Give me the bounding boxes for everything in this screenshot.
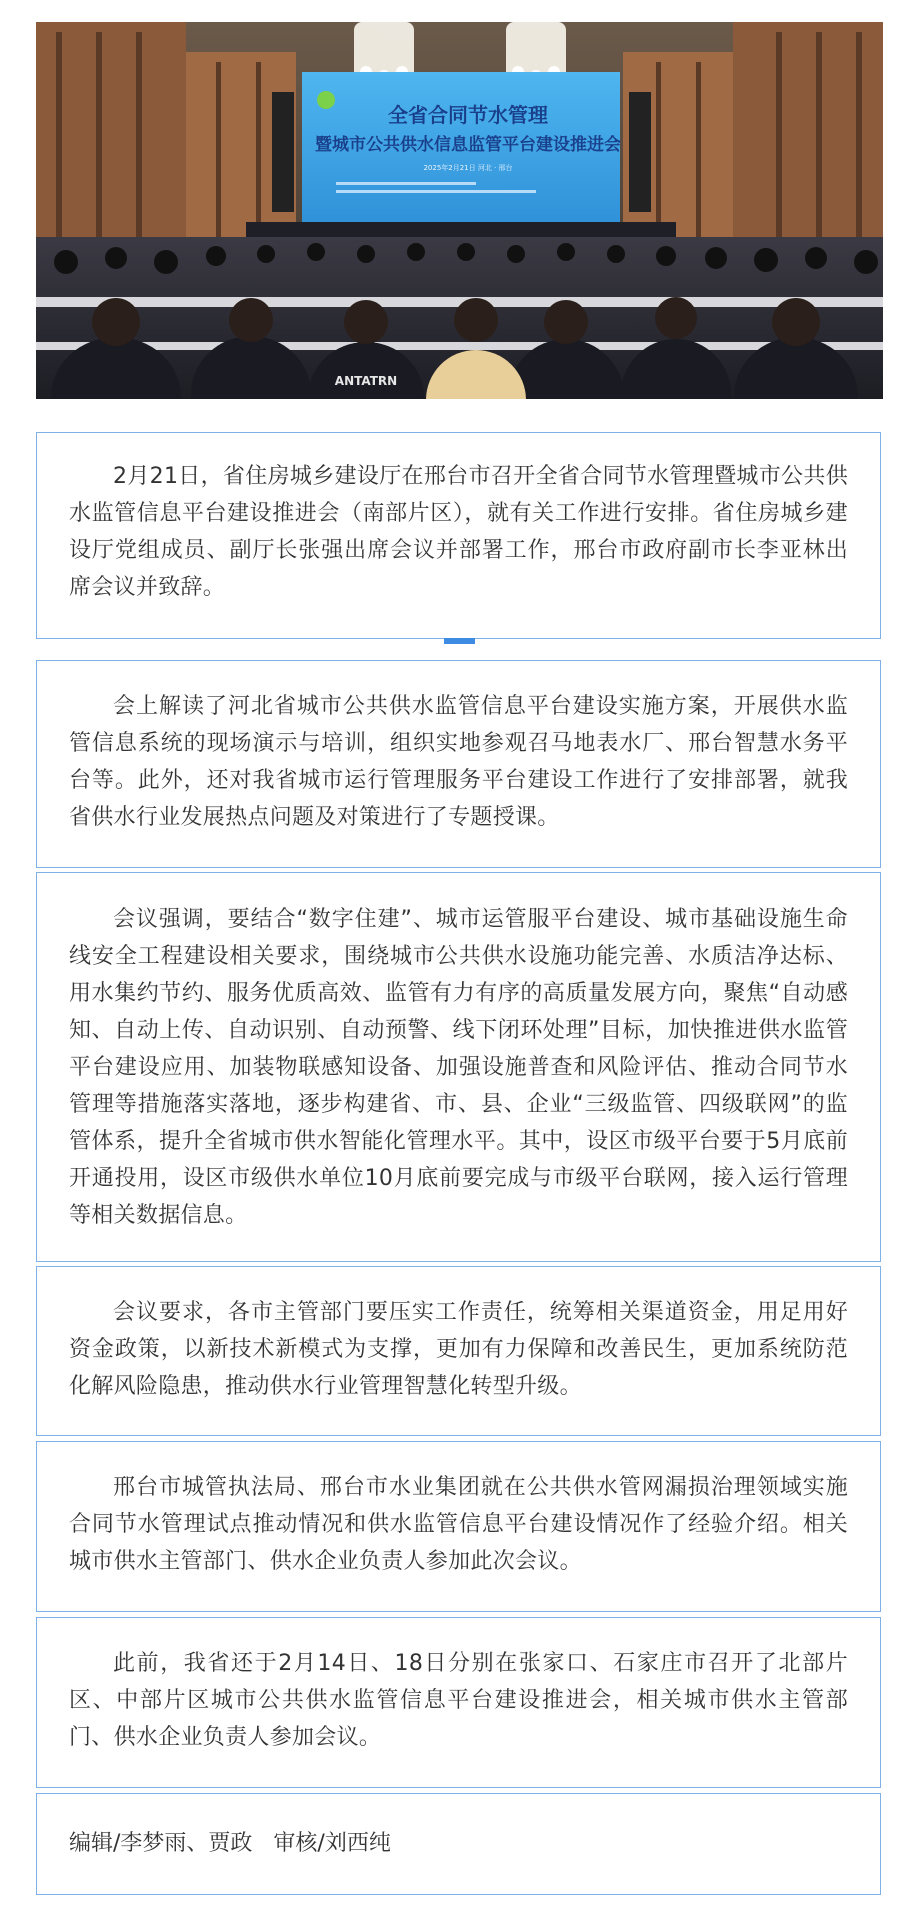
paragraph-2: 会上解读了河北省城市公共供水监管信息平台建设实施方案，开展供水监管信息系统的现场演示与培训，组织实地参观召马地表水厂、邢台智慧水务平台等。此外，还对我省城市运行管理服务平台建设工作进行了安排部署，就我省供水行业发展热点问题及对策进行了专题授课。: [69, 694, 848, 830]
screen-title-2: 暨城市公共供水信息监管平台建设推进会: [315, 135, 621, 155]
credits-box: [36, 1793, 881, 1895]
credits-line: [69, 1825, 848, 1862]
paragraph-box-1: [36, 432, 881, 639]
paragraph-box-6: [36, 1617, 881, 1788]
paragraph-box-4: [36, 1266, 881, 1436]
paragraph-5: 邢台市城管执法局、邢台市水业集团就在公共供水管网漏损治理领域实施合同节水管理试点推动情况和供水监管信息平台建设情况作了经验介绍。相关城市供水主管部门、供水企业负责人参加此次会议。: [69, 1475, 848, 1574]
paragraph-box-3: [36, 872, 881, 1262]
paragraph-1: 2月21日，省住房城乡建设厅在邢台市召开全省合同节水管理暨城市公共供水监管信息平台建设推进会（南部片区），就有关工作进行安排。省住房城乡建设厅党组成员、副厅长张强出席会议并部署工作，邢台市政府副市长李亚林出席会议并致辞。: [69, 464, 848, 600]
paragraph-box-5: [36, 1441, 881, 1612]
paragraph-3: 会议强调，要结合“数字住建”、城市运管服平台建设、城市基础设施生命线安全工程建设相关要求，围绕城市公共供水设施功能完善、水质洁净达标、用水集约节约、服务优质高效、监管有力有序的高质量发展方向，聚焦“自动感知、自动上传、自动识别、自动预警、线下闭环处理”目标，加快推进供水监管平台建设应用、加装物联感知设备、加强设施普查和风险评估、推动合同节水管理等措施落实落地，逐步构建省、市、县、企业“三级监管、四级联网”的监管体系，提升全省城市供水智能化管理水平。其中，设区市级平台要于5月底前开通投用，设区市级供水单位10月底前要完成与市级平台联网，接入运行管理等相关数据信息。: [69, 907, 848, 1228]
editor-credit: 编辑/李梦雨、贾政: [69, 1831, 253, 1856]
divider-accent: [444, 638, 475, 644]
paragraph-box-2: [36, 660, 881, 868]
screen-title-1: 全省合同节水管理: [388, 103, 548, 127]
jacket-text: ANTATRN: [334, 374, 398, 388]
conference-photo: [36, 22, 883, 399]
screen-date: 2025年2月21日 河北 · 邢台: [423, 164, 513, 172]
paragraph-4: 会议要求，各市主管部门要压实工作责任，统筹相关渠道资金，用足用好资金政策，以新技术新模式为支撑，更加有力保障和改善民生，更加系统防范化解风险隐患，推动供水行业管理智慧化转型升级。: [69, 1300, 848, 1399]
reviewer-credit: 审核/刘西纯: [273, 1831, 391, 1856]
paragraph-6: 此前，我省还于2月14日、18日分别在张家口、石家庄市召开了北部片区、中部片区城市公共供水监管信息平台建设推进会，相关城市供水主管部门、供水企业负责人参加会议。: [69, 1651, 848, 1750]
